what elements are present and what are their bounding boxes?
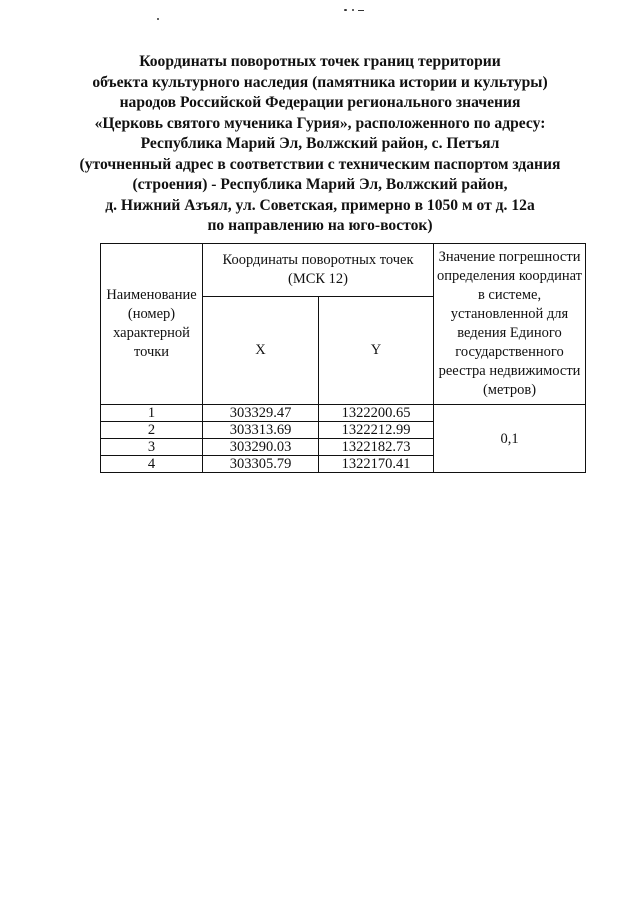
cell-x: 303313.69 xyxy=(203,422,319,439)
title-line: «Церковь святого мученика Гурия», расположенного по адресу: xyxy=(94,114,546,132)
cell-y: 1322212.99 xyxy=(319,422,434,439)
cell-accuracy-value: 0,1 xyxy=(434,405,586,473)
title-line: народов Российской Федерации регионального значения xyxy=(119,94,521,111)
title-line: (уточненный адрес в соответствии с техническим паспортом здания xyxy=(79,155,561,173)
table-row xyxy=(101,405,586,422)
cell-y: 1322200.65 xyxy=(319,405,434,422)
header-accuracy: Значение погрешности определения координат в системе, установленной для ведения Единого государственного реестра недвижимости (метров) xyxy=(434,244,586,405)
scan-speck xyxy=(157,18,159,20)
document-title xyxy=(40,52,600,237)
scan-speck xyxy=(344,9,347,11)
cell-x: 303305.79 xyxy=(203,456,319,473)
scan-speck xyxy=(352,9,354,11)
coordinates-table xyxy=(100,243,586,473)
cell-point: 2 xyxy=(101,422,203,439)
title-line: объекта культурного наследия (памятника истории и культуры) xyxy=(92,73,548,91)
cell-point: 1 xyxy=(101,405,203,422)
cell-y: 1322182.73 xyxy=(319,439,434,456)
cell-point: 4 xyxy=(101,456,203,473)
cell-x: 303290.03 xyxy=(203,439,319,456)
cell-x: 303329.47 xyxy=(203,405,319,422)
cell-point: 3 xyxy=(101,439,203,456)
header-y: Y xyxy=(319,297,434,405)
title-line: по направлению на юго-восток) xyxy=(207,217,433,234)
title-line: (строения) - Республика Марий Эл, Волжский район, xyxy=(132,176,508,193)
title-line: Республика Марий Эл, Волжский район, с. Петъял xyxy=(140,135,500,152)
scan-speck xyxy=(358,10,364,11)
title-line: д. Нижний Азъял, ул. Советская, примерно в 1050 м от д. 12а xyxy=(105,196,535,214)
header-point-name: Наименование (номер) характерной точки xyxy=(101,244,203,405)
header-x: X xyxy=(203,297,319,405)
header-coordinates-group: Координаты поворотных точек (МСК 12) xyxy=(203,244,434,297)
cell-y: 1322170.41 xyxy=(319,456,434,473)
title-line: Координаты поворотных точек границ территории xyxy=(139,53,501,70)
